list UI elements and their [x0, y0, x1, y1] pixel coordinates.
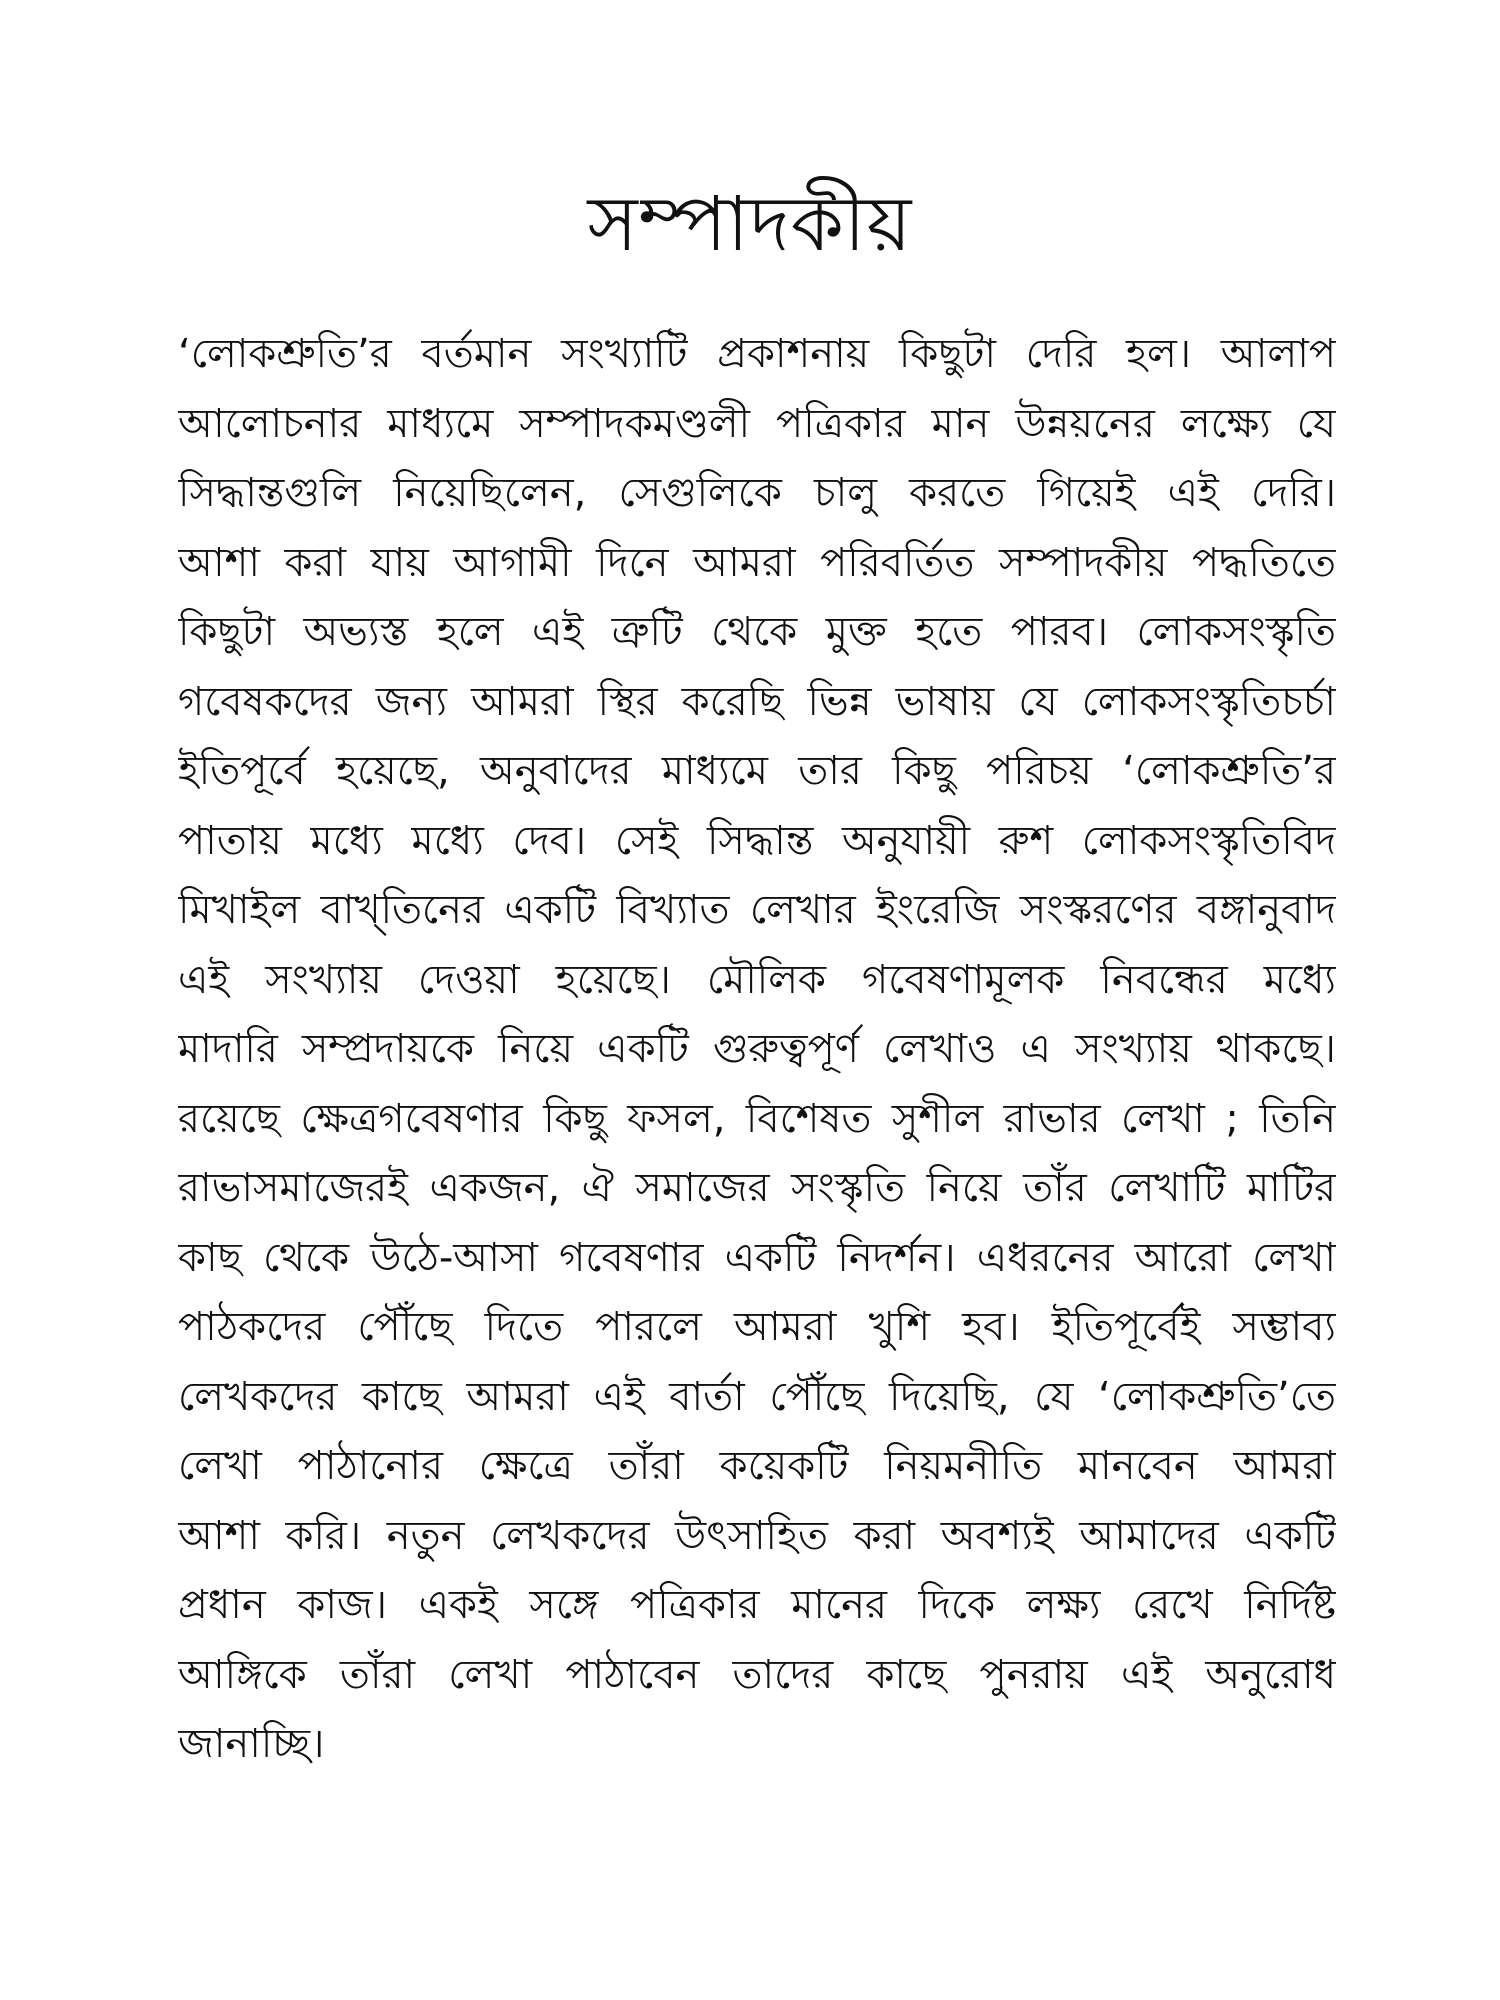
paragraph-line: লেখকদের কাছে আমরা এই বার্তা পৌঁছে দিয়েছি, যে ‘লোকশ্রুতি’তে — [178, 1373, 1336, 1420]
paragraph-line: মিখাইল বাখ্‌তিনের একটি বিখ্যাত লেখার ইংরেজি সংস্করণের বঙ্গানুবাদ — [178, 887, 1336, 933]
paragraph-line: এই সংখ্যায় দেওয়া হয়েছে। মৌলিক গবেষণামূলক নিবন্ধের মধ্যে — [178, 956, 1336, 1003]
paragraph-line: প্রধান কাজ। একই সঙ্গে পত্রিকার মানের দিকে লক্ষ্য রেখে নির্দিষ্ট — [178, 1582, 1336, 1628]
paragraph-line: আশা করা যায় আগামী দিনে আমরা পরিবর্তিত সম্পাদকীয় পদ্ধতিতে — [178, 539, 1336, 586]
page-title: সম্পাদকীয় — [587, 179, 913, 268]
paragraph-line: মাদারি সম্প্রদায়কে নিয়ে একটি গুরুত্বপূর্ণ লেখাও এ সংখ্যায় থাকছে। — [178, 1026, 1336, 1072]
paragraph-line: জানাচ্ছি। — [178, 1721, 325, 1767]
paragraph-line: কাছ থেকে উঠে-আসা গবেষণার একটি নিদর্শন। এধরনের আরো লেখা — [178, 1234, 1336, 1281]
paragraph-line: পাঠকদের পৌঁছে দিতে পারলে আমরা খুশি হব। ইতিপূর্বেই সম্ভাব্য — [178, 1304, 1336, 1350]
paragraph-line: ‘লোকশ্রুতি’র বর্তমান সংখ্যাটি প্রকাশনায় কিছুটা দেরি হল। আলাপ — [178, 331, 1336, 377]
paragraph-line: রয়েছে ক্ষেত্রগবেষণার কিছু ফসল, বিশেষত সুশীল রাভার লেখা ; তিনি — [178, 1095, 1336, 1142]
paragraph-line: আলোচনার মাধ্যমে সম্পাদকমণ্ডলী পত্রিকার মান উন্নয়নের লক্ষ্যে যে — [178, 400, 1336, 447]
editorial-paragraph — [178, 320, 1336, 1780]
paragraph-line: ইতিপূর্বে হয়েছে, অনুবাদের মাধ্যমে তার কিছু পরিচয় ‘লোকশ্রুতি’র — [178, 748, 1336, 794]
paragraph-line: গবেষকদের জন্য আমরা স্থির করেছি ভিন্ন ভাষায় যে লোকসংস্কৃতিচর্চা — [178, 678, 1336, 725]
paragraph-line: সিদ্ধান্তগুলি নিয়েছিলেন, সেগুলিকে চালু করতে গিয়েই এই দেরি। — [178, 470, 1336, 516]
paragraph-line: আঙ্গিকে তাঁরা লেখা পাঠাবেন তাদের কাছে পুনরায় এই অনুরোধ — [178, 1651, 1336, 1698]
paragraph-line: পাতায় মধ্যে মধ্যে দেব। সেই সিদ্ধান্ত অনুযায়ী রুশ লোকসংস্কৃতিবিদ — [178, 817, 1336, 864]
paragraph-line: রাভাসমাজেরই একজন, ঐ সমাজের সংস্কৃতি নিয়ে তাঁর লেখাটি মাটির — [178, 1165, 1336, 1211]
paragraph-line: কিছুটা অভ্যস্ত হলে এই ত্রুটি থেকে মুক্ত হতে পারব। লোকসংস্কৃতি — [178, 609, 1336, 655]
paragraph-line: আশা করি। নতুন লেখকদের উৎসাহিত করা অবশ্যই আমাদের একটি — [178, 1512, 1336, 1559]
paragraph-line: লেখা পাঠানোর ক্ষেত্রে তাঁরা কয়েকটি নিয়মনীতি মানবেন আমরা — [178, 1443, 1336, 1489]
